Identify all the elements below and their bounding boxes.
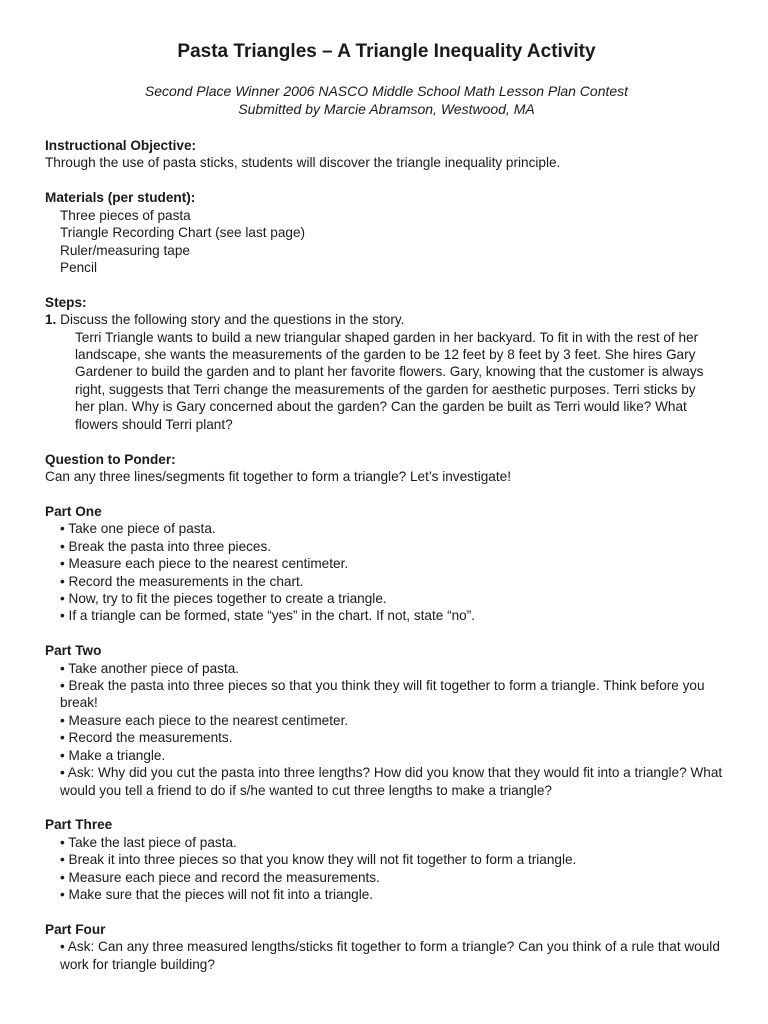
list-item	[60, 729, 728, 746]
part-two-list	[45, 660, 728, 799]
list-item-text: Ask: Can any three measured lengths/sticks fit together to form a triangle? Can you think of a rule that would work for triangle building?	[60, 939, 720, 972]
bullet-icon: •	[60, 521, 65, 537]
list-item	[60, 834, 728, 851]
list-item	[60, 573, 728, 590]
objective-heading: Instructional Objective:	[45, 138, 197, 153]
list-item: Ruler/measuring tape	[60, 242, 190, 258]
list-item: Pencil	[60, 259, 98, 275]
list-item-text: Record the measurements.	[68, 730, 233, 746]
list-item: Triangle Recording Chart (see last page)	[60, 225, 306, 241]
bullet-icon: •	[60, 765, 65, 781]
list-item-text: Take the last piece of pasta.	[68, 834, 237, 850]
question-heading: Question to Ponder:	[45, 451, 176, 467]
list-item	[60, 712, 728, 729]
bullet-icon: •	[60, 556, 65, 572]
list-item-text: Measure each piece to the nearest centimeter.	[68, 712, 349, 728]
bullet-icon: •	[60, 887, 65, 903]
list-item-text: Measure each piece and record the measurements.	[68, 869, 380, 885]
step-number: 1.	[45, 312, 57, 328]
step-1	[45, 311, 728, 328]
document-title: Pasta Triangles – A Triangle Inequality Activity	[177, 41, 596, 62]
bullet-icon: •	[60, 573, 65, 589]
question-text: Can any three lines/segments fit together to form a triangle? Let’s investigate!	[45, 469, 511, 484]
part-one-list	[45, 520, 728, 624]
bullet-icon: •	[60, 712, 65, 728]
part-three-section	[45, 816, 728, 903]
award-line: Second Place Winner 2006 NASCO Middle School Math Lesson Plan Contest	[144, 83, 629, 99]
part-four-section	[45, 921, 728, 973]
list-item-text: Measure each piece to the nearest centimeter.	[68, 556, 349, 572]
list-item-text: Break the pasta into three pieces so that you think they will fit together to form a triangle. Think before you break!	[60, 678, 705, 711]
list-item-text: Ask: Why did you cut the pasta into three lengths? How did you know that they would fit into a triangle? What would you tell a friend to do if s/he wanted to cut three lengths to make a triangle?	[60, 765, 723, 798]
list-item	[60, 886, 728, 903]
bullet-icon: •	[60, 730, 65, 746]
materials-section	[45, 189, 728, 276]
bullet-icon: •	[60, 660, 65, 676]
list-item	[60, 938, 728, 973]
bullet-icon: •	[60, 590, 65, 606]
steps-heading: Steps:	[45, 294, 87, 310]
story-text: Terri Triangle wants to build a new triangular shaped garden in her backyard. To fit in with the rest of her landscape, she wants the measurements of the garden to be 12 feet by 8 feet by 3 feet. She hires Gary Gardener to build the garden and to plant her favorite flowers. Gary, knowing that the customer is always right, suggests that Terri change the measurements of the garden for aesthetic purposes. Terri sticks by her plan. Why is Gary concerned about the garden? Can the garden be built as Terri would like? What flowers should Terri plant?	[75, 329, 704, 432]
list-item-text: Make a triangle.	[68, 747, 166, 763]
part-two-heading: Part Two	[45, 643, 102, 659]
bullet-icon: •	[60, 678, 65, 694]
objective-text: Through the use of pasta sticks, students will discover the triangle inequality principle.	[45, 155, 561, 171]
list-item-text: Make sure that the pieces will not fit into a triangle.	[68, 887, 374, 903]
part-four-heading: Part Four	[45, 921, 106, 937]
bullet-icon: •	[60, 852, 65, 868]
list-item-text: Take one piece of pasta.	[68, 521, 216, 537]
part-three-heading: Part Three	[45, 817, 113, 833]
materials-list	[45, 207, 728, 277]
part-four-list	[45, 938, 728, 973]
bullet-icon: •	[60, 538, 65, 554]
step-text: Discuss the following story and the questions in the story.	[60, 312, 405, 328]
list-item-text: Record the measurements in the chart.	[68, 573, 304, 589]
subtitle-block	[45, 82, 728, 118]
list-item-text: Now, try to fit the pieces together to create a triangle.	[68, 590, 387, 606]
bullet-icon: •	[60, 747, 65, 763]
bullet-icon: •	[60, 834, 65, 850]
list-item	[60, 747, 728, 764]
part-two-section	[45, 642, 728, 799]
list-item	[60, 520, 728, 537]
part-three-list	[45, 834, 728, 904]
bullet-icon: •	[60, 869, 65, 885]
list-item	[60, 851, 728, 868]
materials-heading: Materials (per student):	[45, 190, 196, 206]
list-item	[60, 607, 728, 624]
list-item	[60, 660, 728, 677]
list-item	[60, 869, 728, 886]
list-item	[60, 590, 728, 607]
list-item	[60, 764, 728, 799]
part-one-section	[45, 503, 728, 625]
bullet-icon: •	[60, 939, 65, 955]
list-item-text: If a triangle can be formed, state “yes” in the chart. If not, state “no”.	[68, 608, 476, 624]
question-section	[45, 451, 728, 486]
list-item	[60, 677, 728, 712]
list-item	[60, 555, 728, 572]
objective-section	[45, 137, 728, 172]
list-item-text: Break the pasta into three pieces.	[68, 538, 272, 554]
list-item-text: Break it into three pieces so that you know they will not fit together to form a triangle.	[68, 852, 577, 868]
part-one-heading: Part One	[45, 503, 102, 519]
list-item	[60, 538, 728, 555]
list-item-text: Take another piece of pasta.	[68, 660, 240, 676]
bullet-icon: •	[60, 608, 65, 624]
author-line: Submitted by Marcie Abramson, Westwood, MA	[238, 101, 535, 117]
list-item: Three pieces of pasta	[60, 207, 191, 223]
steps-section	[45, 294, 728, 433]
